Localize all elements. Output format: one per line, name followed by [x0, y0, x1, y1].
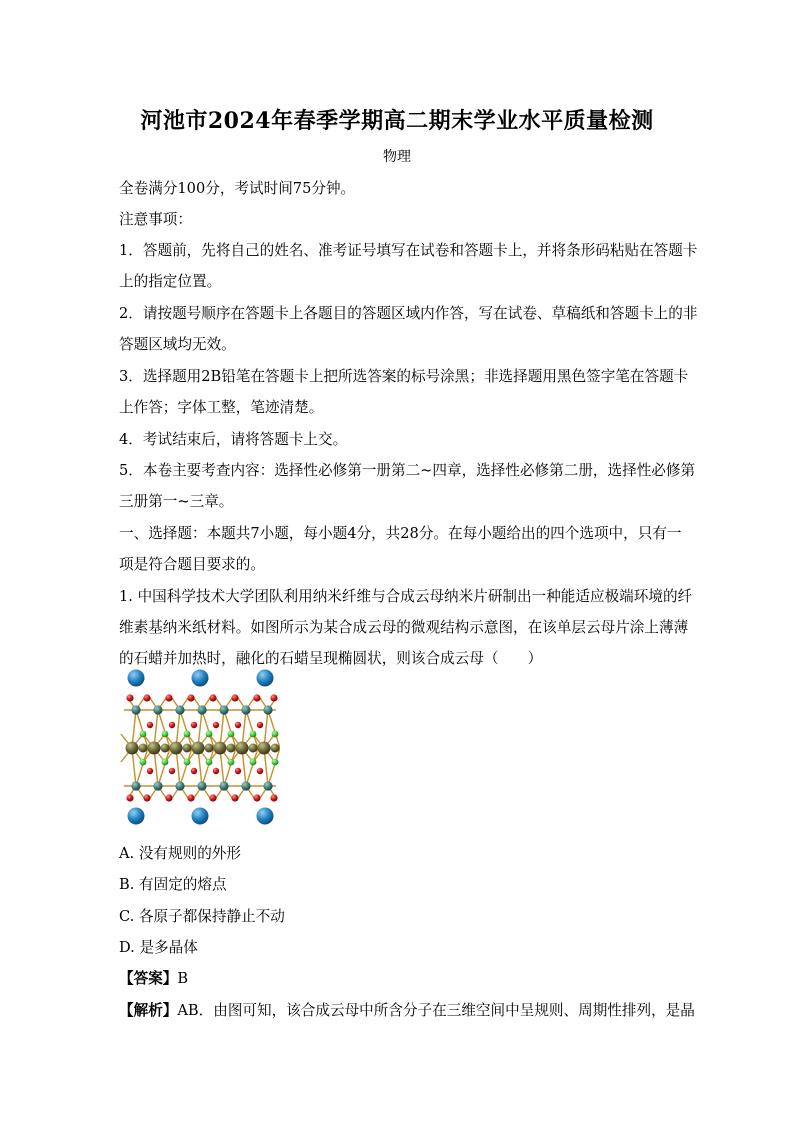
- red-atom: [126, 794, 133, 801]
- question-1-stem-line-1: 1. 中国科学技术大学团队利用纳米纤维与合成云母纳米片研制出一种能适应极端环境的纤: [119, 588, 693, 605]
- note-4-line-1: 4．考试结束后，请将答题卡上交。: [119, 431, 348, 448]
- green-atom: [184, 759, 191, 766]
- red-atom: [213, 722, 219, 728]
- atom-group: [126, 670, 280, 825]
- bond-line: [158, 710, 170, 748]
- green-atom: [228, 731, 235, 738]
- olive-atom: [148, 742, 161, 755]
- teal-atom: [219, 705, 228, 714]
- olive-atom: [139, 744, 148, 753]
- page-title: 河池市2024年春季学期高二期末学业水平质量检测: [140, 108, 654, 134]
- note-5-line-2: 三册第一~三章。: [119, 493, 234, 510]
- red-atom: [231, 794, 238, 801]
- bond-line: [224, 748, 236, 786]
- bond-line: [202, 748, 214, 786]
- bond-line: [246, 710, 258, 748]
- score-time-text: 全卷满分100分，考试时间75分钟。: [119, 180, 356, 197]
- olive-atom: [161, 744, 170, 753]
- subject-label: 物理: [383, 149, 411, 165]
- red-atom: [235, 722, 241, 728]
- olive-atom: [249, 744, 258, 753]
- red-atom: [257, 722, 263, 728]
- green-atom: [272, 731, 279, 738]
- teal-atom: [175, 705, 184, 714]
- teal-atom: [131, 781, 140, 790]
- red-atom: [143, 694, 150, 701]
- answer-value: B: [177, 970, 189, 987]
- teal-atom: [175, 781, 184, 790]
- olive-atom: [227, 744, 236, 753]
- note-1-line-1: 1．答题前，先将自己的姓名、准考证号填写在试卷和答题卡上，并将条形码粘贴在答题卡: [119, 242, 698, 259]
- red-atom: [169, 722, 175, 728]
- red-atom: [253, 794, 260, 801]
- note-3-line-1: 3．选择题用2B铅笔在答题卡上把所选答案的标号涂黑；非选择题用黑色签字笔在答题卡: [119, 368, 689, 385]
- option-a: A. 没有规则的外形: [119, 845, 241, 862]
- red-atom: [147, 768, 153, 774]
- teal-atom: [197, 705, 206, 714]
- bond-line: [180, 748, 192, 786]
- red-atom: [270, 794, 277, 801]
- red-atom: [165, 794, 172, 801]
- bond-line: [136, 748, 148, 786]
- notes-heading: 注意事项：: [119, 211, 192, 228]
- red-atom: [209, 794, 216, 801]
- green-atom: [272, 759, 279, 766]
- bond-line: [246, 748, 258, 786]
- red-atom: [213, 768, 219, 774]
- teal-atom: [153, 705, 162, 714]
- bond-line: [268, 710, 280, 748]
- bond-line: [224, 710, 236, 748]
- large-blue-atom: [128, 670, 145, 687]
- note-5-line-1: 5．本卷主要考查内容：选择性必修第一册第二~四章，选择性必修第二册，选择性必修第: [119, 462, 696, 479]
- large-blue-atom: [257, 808, 274, 825]
- large-blue-atom: [128, 808, 145, 825]
- bond-line: [180, 710, 192, 748]
- bond-line: [268, 748, 280, 786]
- answer-line: [119, 967, 188, 988]
- teal-atom: [241, 781, 250, 790]
- teal-atom: [153, 781, 162, 790]
- olive-atom: [170, 742, 183, 755]
- red-atom: [143, 794, 150, 801]
- analysis-text: AB．由图可知，该合成云母中所含分子在三维空间中呈规则、周期性排列，是晶: [177, 1002, 695, 1019]
- red-atom: [147, 722, 153, 728]
- red-atom: [187, 694, 194, 701]
- teal-atom: [241, 705, 250, 714]
- red-atom: [191, 722, 197, 728]
- red-atom: [126, 694, 133, 701]
- bond-line: [202, 710, 214, 748]
- olive-atom: [214, 742, 227, 755]
- olive-atom: [258, 742, 271, 755]
- analysis-line: [119, 999, 695, 1020]
- option-d: D. 是多晶体: [119, 939, 198, 956]
- note-2-line-2: 答题区域均无效。: [119, 336, 236, 353]
- red-atom: [231, 694, 238, 701]
- red-atom: [187, 794, 194, 801]
- red-atom: [169, 768, 175, 774]
- teal-atom: [131, 705, 140, 714]
- large-blue-atom: [257, 670, 274, 687]
- note-1-line-2: 上的指定位置。: [119, 273, 222, 290]
- green-atom: [228, 759, 235, 766]
- large-blue-atom: [192, 808, 209, 825]
- option-c: C. 各原子都保持静止不动: [119, 908, 285, 925]
- green-atom: [140, 759, 147, 766]
- question-1-stem-line-3: 的石蜡并加热时，融化的石蜡呈现椭圆状，则该合成云母（ ）: [119, 650, 543, 667]
- olive-atom: [236, 742, 249, 755]
- large-blue-atom: [192, 670, 209, 687]
- teal-atom: [219, 781, 228, 790]
- question-1-stem-line-2: 维素基纳米纸材料。如图所示为某合成云母的微观结构示意图，在该单层云母片涂上薄薄: [119, 619, 689, 636]
- red-atom: [235, 768, 241, 774]
- section-heading-line-2: 项是符合题目要求的。: [119, 556, 265, 573]
- green-atom: [206, 731, 213, 738]
- section-heading-line-1: 一、选择题：本题共7小题，每小题4分，共28分。在每小题给出的四个选项中，只有一: [119, 525, 682, 542]
- analysis-label: 【解析】: [119, 1002, 178, 1019]
- olive-atom: [183, 744, 192, 753]
- green-atom: [162, 731, 169, 738]
- answer-label: 【答案】: [119, 970, 178, 987]
- bond-line: [158, 748, 170, 786]
- green-atom: [250, 731, 257, 738]
- teal-atom: [197, 781, 206, 790]
- olive-atom: [192, 742, 205, 755]
- red-atom: [209, 694, 216, 701]
- note-3-line-2: 上作答；字体工整，笔迹清楚。: [119, 399, 324, 416]
- red-atom: [253, 694, 260, 701]
- olive-atom: [126, 742, 139, 755]
- green-atom: [206, 759, 213, 766]
- olive-atom: [271, 744, 280, 753]
- teal-atom: [263, 781, 272, 790]
- note-2-line-1: 2．请按题号顺序在答题卡上各题目的答题区域内作答，写在试卷、草稿纸和答题卡上的非: [119, 305, 698, 322]
- green-atom: [140, 731, 147, 738]
- green-atom: [162, 759, 169, 766]
- red-atom: [165, 694, 172, 701]
- teal-atom: [263, 705, 272, 714]
- red-atom: [257, 768, 263, 774]
- green-atom: [250, 759, 257, 766]
- olive-atom: [205, 744, 214, 753]
- green-atom: [184, 731, 191, 738]
- mica-structure-diagram: [120, 668, 280, 830]
- option-b: B. 有固定的熔点: [119, 876, 227, 893]
- bond-line: [136, 710, 148, 748]
- red-atom: [191, 768, 197, 774]
- red-atom: [270, 694, 277, 701]
